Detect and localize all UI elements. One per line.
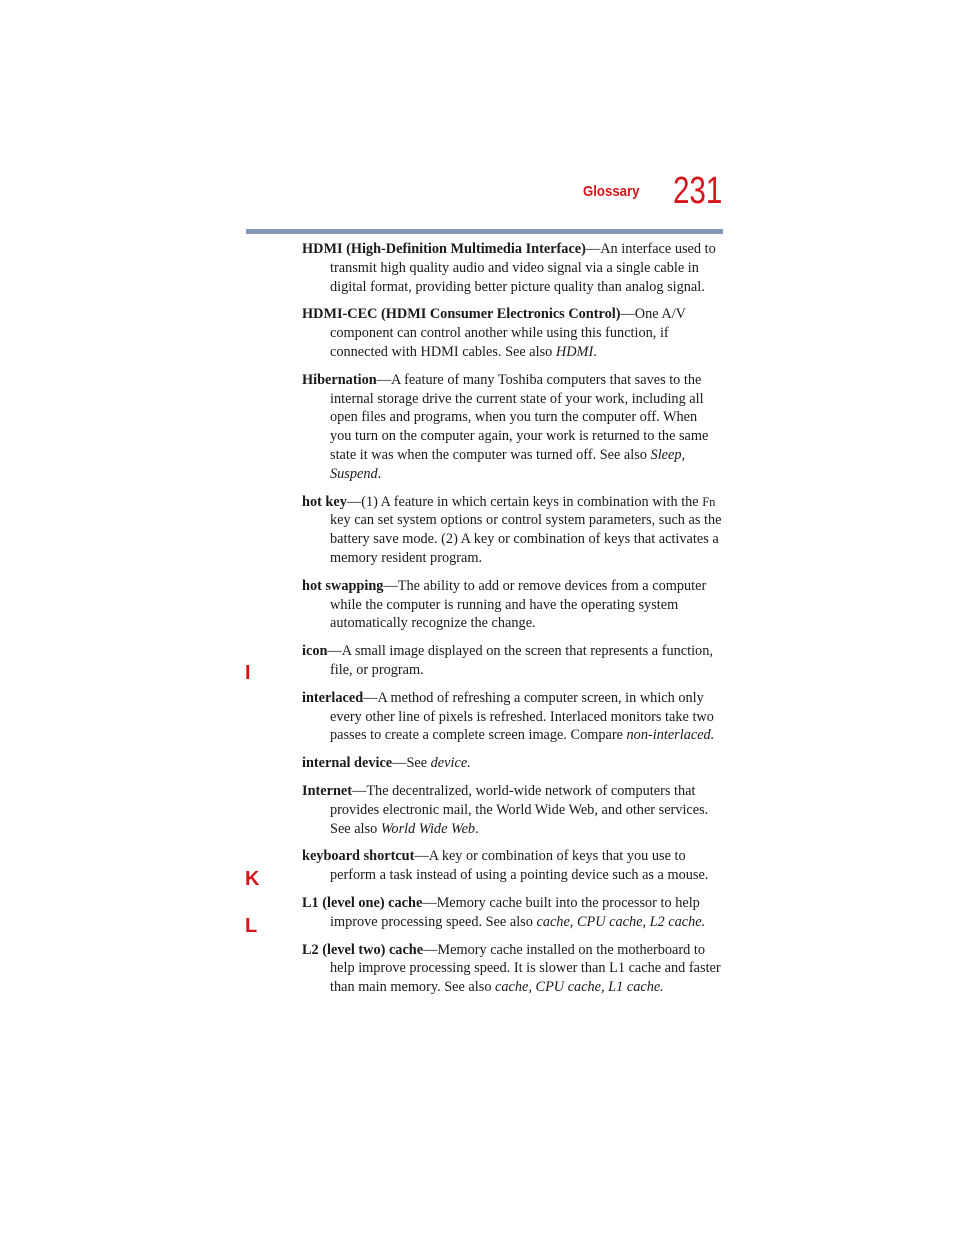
definition: —Memory cache installed on the motherboard to help improve processing speed. It is slower than L1 cache and faster than main memory. See also [330, 941, 721, 996]
glossary-entry-internet [302, 782, 722, 838]
definition: —(1) A feature in which certain keys in combination with the [346, 493, 703, 510]
term: Internet [302, 782, 353, 799]
term: icon [302, 643, 328, 660]
see-also-reference: device. [430, 755, 471, 772]
definition: —See [392, 755, 431, 772]
term: Hibernation [302, 371, 377, 388]
term: internal device [302, 755, 393, 772]
glossary-entry-icon [302, 642, 722, 680]
definition: —The ability to add or remove devices from a computer while the computer is running and have the operating system automatically recognize the change. [330, 577, 707, 632]
glossary-entry-l1-cache [302, 894, 722, 932]
term: interlaced [302, 689, 364, 706]
definition: —The decentralized, world-wide network of computers that provides electronic mail, the World Wide Web, and other services. See also [330, 782, 709, 837]
term: L2 (level two) cache [302, 941, 424, 958]
definition: —A feature of many Toshiba computers that saves to the internal storage drive the current state of your work, including all open files and programs, when you turn the computer off. When you turn on the computer again, your work is returned to the same state it was when the computer was turned off. See also [330, 371, 709, 463]
definition-continued: key can set system options or control system parameters, such as the battery save mode. (2) A key or combination of keys that activates a memory resident program. [330, 512, 722, 566]
see-also-reference: cache, CPU cache, L1 cache. [495, 979, 664, 996]
glossary-entries [302, 240, 722, 1006]
see-also-reference: HDMI [555, 343, 594, 360]
letter-marker-i: I [245, 662, 251, 684]
term: L1 (level one) cache [302, 894, 423, 911]
definition: —An interface used to transmit high quality audio and video signal via a single cable in digital format, providing better picture quality than analog signal. [330, 241, 716, 295]
glossary-entry-l2-cache [302, 941, 722, 997]
term: hot swapping [302, 577, 384, 594]
glossary-entry-hot-key [302, 493, 722, 568]
definition: —Memory cache built into the processor to help improve processing speed. See also [330, 894, 700, 930]
glossary-entry-keyboard-shortcut [302, 847, 722, 885]
term: keyboard shortcut [302, 848, 415, 865]
definition-end: . [475, 820, 479, 837]
glossary-entry-hdmi-cec [302, 305, 722, 361]
header-rule [246, 229, 723, 234]
see-also-reference: non-interlaced. [626, 727, 715, 744]
see-also-reference: Sleep, Suspend [330, 446, 686, 482]
fn-key-label: Fn [702, 494, 716, 509]
glossary-entry-interlaced [302, 689, 722, 745]
page-number: 231 [672, 170, 722, 212]
see-also-reference: World Wide Web [380, 820, 476, 837]
glossary-entry-hibernation [302, 371, 722, 484]
term: HDMI (High-Definition Multimedia Interface) [302, 241, 586, 257]
letter-marker-l: L [245, 915, 258, 937]
definition: —One A/V component can control another while using this function, if connected with HDMI cables. See also [330, 306, 686, 360]
term: hot key [302, 493, 347, 510]
definition-end: . [593, 343, 597, 360]
see-also-reference: cache, CPU cache, L2 cache. [536, 913, 706, 930]
term: HDMI-CEC (HDMI Consumer Electronics Control) [302, 306, 621, 323]
definition: —A small image displayed on the screen that represents a function, file, or program. [327, 643, 713, 678]
definition-end: . [377, 465, 382, 482]
definition: —A method of refreshing a computer screen, in which only every other line of pixels is refreshed. Interlaced monitors take two passes to create a complete screen image. Compare [330, 689, 714, 744]
glossary-entry-internal-device [302, 754, 722, 773]
glossary-entry-hdmi [302, 240, 722, 296]
letter-marker-k: K [245, 868, 260, 890]
glossary-entry-hot-swapping [302, 577, 722, 633]
definition: —A key or combination of keys that you use to perform a task instead of using a pointing device such as a mouse. [330, 848, 709, 884]
section-title: Glossary [583, 183, 640, 200]
